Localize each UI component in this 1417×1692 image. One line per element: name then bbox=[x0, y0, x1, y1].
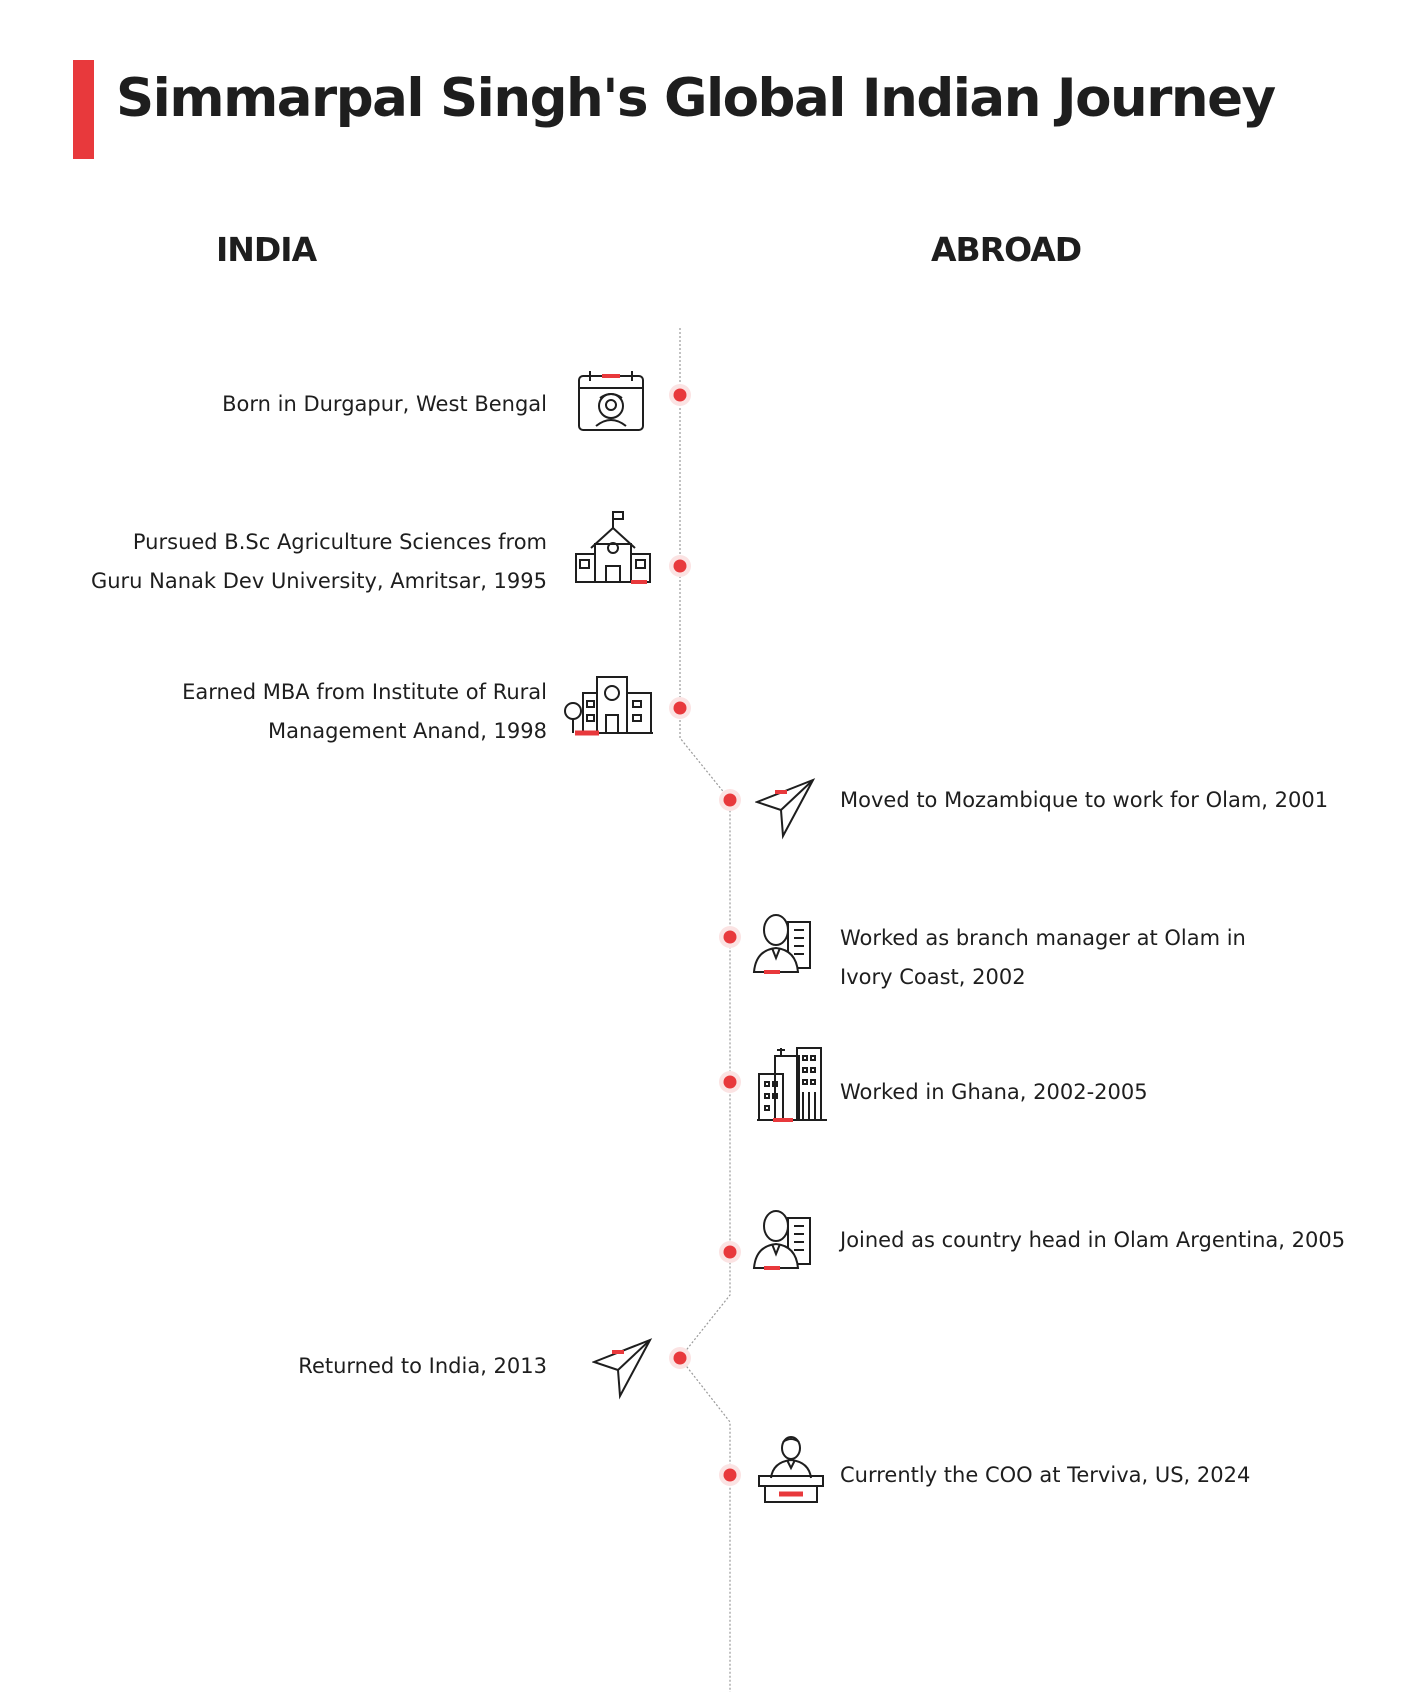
event-text-line: Moved to Mozambique to work for Olam, 2001 bbox=[840, 788, 1329, 812]
university-building-icon bbox=[563, 673, 657, 737]
timeline-dot bbox=[669, 1347, 691, 1369]
event-text-line: Management Anand, 1998 bbox=[268, 719, 547, 743]
event-text-line: Pursued B.Sc Agriculture Sciences from bbox=[132, 530, 547, 554]
event-text-line: Guru Nanak Dev University, Amritsar, 1995 bbox=[90, 569, 547, 593]
businessman-icon bbox=[752, 1206, 814, 1274]
timeline-event-bsc bbox=[91, 523, 547, 601]
timeline-event-argentina bbox=[840, 1221, 1345, 1260]
event-text-line: Worked in Ghana, 2002-2005 bbox=[840, 1080, 1148, 1104]
event-text-line: Earned MBA from Institute of Rural bbox=[182, 680, 547, 704]
timeline-dot bbox=[719, 1071, 741, 1093]
timeline-event-mba bbox=[182, 673, 547, 751]
event-text-line: Worked as branch manager at Olam in bbox=[840, 926, 1246, 950]
timeline-dot bbox=[669, 384, 691, 406]
abroad-column-heading: ABROAD bbox=[931, 230, 1082, 269]
city-buildings-icon bbox=[755, 1042, 829, 1124]
event-text-line: Ivory Coast, 2002 bbox=[840, 965, 1026, 989]
timeline-dot bbox=[669, 555, 691, 577]
paper-plane-icon bbox=[755, 778, 817, 840]
timeline-dot bbox=[719, 1464, 741, 1486]
page-title: Simmarpal Singh's Global Indian Journey bbox=[116, 68, 1275, 129]
timeline-event-ivory-coast bbox=[840, 919, 1246, 997]
timeline-path bbox=[680, 328, 730, 1692]
executive-desk-icon bbox=[755, 1434, 827, 1506]
event-text-line: Born in Durgapur, West Bengal bbox=[222, 392, 547, 416]
school-building-icon bbox=[573, 508, 653, 586]
timeline-event-mozambique bbox=[840, 781, 1328, 820]
timeline-event-ghana bbox=[840, 1073, 1148, 1112]
event-text-line: Currently the COO at Terviva, US, 2024 bbox=[840, 1463, 1251, 1487]
timeline-dot bbox=[669, 697, 691, 719]
businessman-icon bbox=[752, 910, 814, 978]
timeline-dot bbox=[719, 1241, 741, 1263]
timeline-event-return-india bbox=[298, 1347, 547, 1386]
event-text-line: Joined as country head in Olam Argentina, 2005 bbox=[840, 1228, 1346, 1252]
timeline-dot bbox=[719, 926, 741, 948]
timeline-event-born bbox=[222, 385, 547, 424]
baby-calendar-icon bbox=[576, 368, 646, 434]
timeline-dot bbox=[719, 789, 741, 811]
event-text-line: Returned to India, 2013 bbox=[298, 1354, 547, 1378]
india-column-heading: INDIA bbox=[216, 230, 317, 269]
timeline-event-coo-terviva bbox=[840, 1456, 1250, 1495]
paper-plane-icon bbox=[592, 1338, 654, 1400]
